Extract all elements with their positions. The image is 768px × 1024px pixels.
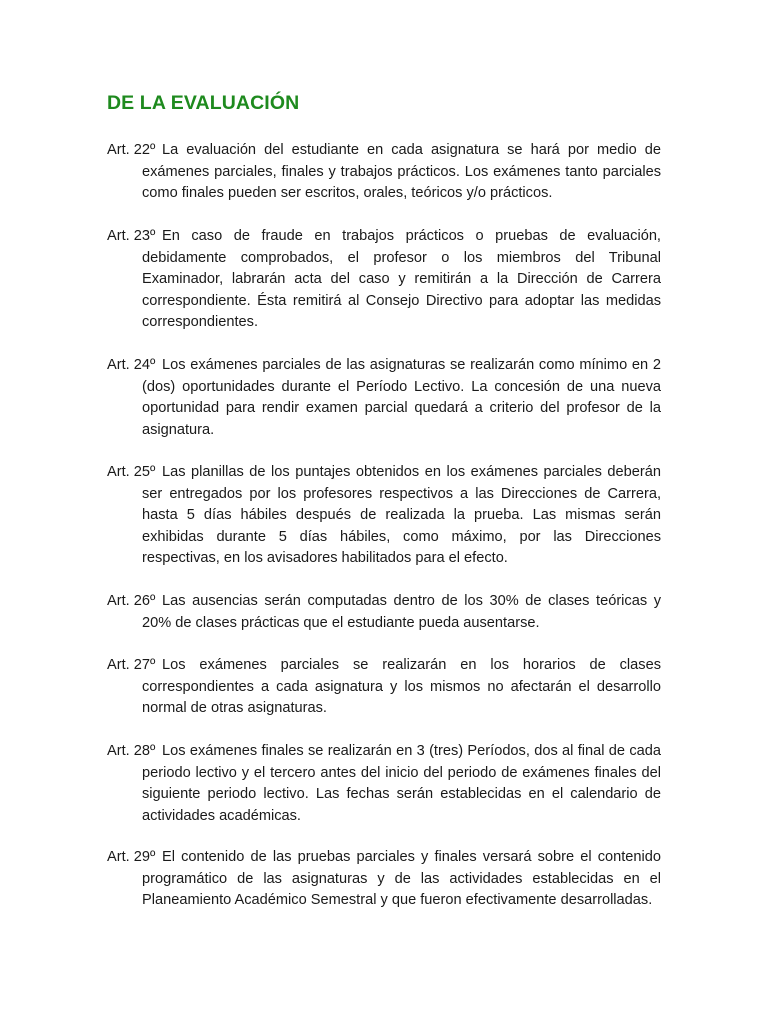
article-24 xyxy=(107,355,661,441)
article-label: Art. 27º xyxy=(107,657,156,673)
article-paragraph xyxy=(107,591,661,634)
article-paragraph xyxy=(107,847,661,912)
article-text: El contenido de las pruebas parciales y finales versará sobre el contenido programático de las asignaturas y de las actividades establecidas en el Planeamiento Académico Semestral y que fueron efectivamente desarrolladas. xyxy=(142,849,661,909)
article-27 xyxy=(107,655,661,720)
article-25 xyxy=(107,462,661,570)
article-text: Los exámenes parciales de las asignaturas se realizarán como mínimo en 2 (dos) oportunidades durante el Período Lectivo. La concesión de una nueva oportunidad para rendir examen parcial quedará a criterio del profesor de la asignatura. xyxy=(142,357,661,438)
article-23 xyxy=(107,226,661,334)
article-label: Art. 22º xyxy=(107,142,156,158)
article-text: En caso de fraude en trabajos prácticos o pruebas de evaluación, debidamente comprobados, el profesor o los miembros del Tribunal Examinador, labrarán acta del caso y remitirán a la Dirección de Carrera correspondiente. Ésta remitirá al Consejo Directivo para adoptar las medidas correspondientes. xyxy=(142,228,661,331)
article-paragraph xyxy=(107,741,661,827)
article-paragraph xyxy=(107,355,661,441)
section-heading: DE LA EVALUACIÓN xyxy=(107,92,300,114)
article-label: Art. 26º xyxy=(107,593,156,609)
article-29 xyxy=(107,847,661,912)
article-text: Las planillas de los puntajes obtenidos en los exámenes parciales deberán ser entregados por los profesores respectivos a las Direcciones de Carrera, hasta 5 días hábiles después de realizada la prueba. Las mismas serán exhibidas durante 5 días hábiles, como máximo, por las Direcciones respectivas, en los avisadores habilitados para el efecto. xyxy=(142,464,661,567)
article-28 xyxy=(107,741,661,827)
article-label: Art. 24º xyxy=(107,357,156,373)
article-label: Art. 29º xyxy=(107,849,156,865)
article-label: Art. 28º xyxy=(107,743,156,759)
article-text: Las ausencias serán computadas dentro de los 30% de clases teóricas y 20% de clases prácticas que el estudiante pueda ausentarse. xyxy=(142,593,661,631)
article-text: Los exámenes parciales se realizarán en los horarios de clases correspondientes a cada asignatura y los mismos no afectarán el desarrollo normal de otras asignaturas. xyxy=(142,657,661,717)
article-paragraph xyxy=(107,140,661,205)
article-label: Art. 23º xyxy=(107,228,156,244)
article-paragraph xyxy=(107,655,661,720)
article-paragraph xyxy=(107,226,661,334)
article-paragraph xyxy=(107,462,661,570)
article-label: Art. 25º xyxy=(107,464,156,480)
article-text: La evaluación del estudiante en cada asignatura se hará por medio de exámenes parciales, finales y trabajos prácticos. Los exámenes tanto parciales como finales pueden ser escritos, orales, teóricos y/o prácticos. xyxy=(142,142,661,202)
article-22 xyxy=(107,140,661,205)
article-26 xyxy=(107,591,661,634)
article-text: Los exámenes finales se realizarán en 3 (tres) Períodos, dos al final de cada periodo lectivo y el tercero antes del inicio del periodo de exámenes finales del siguiente periodo lectivo. Las fechas serán establecidas en el calendario de actividades académicas. xyxy=(142,743,661,824)
